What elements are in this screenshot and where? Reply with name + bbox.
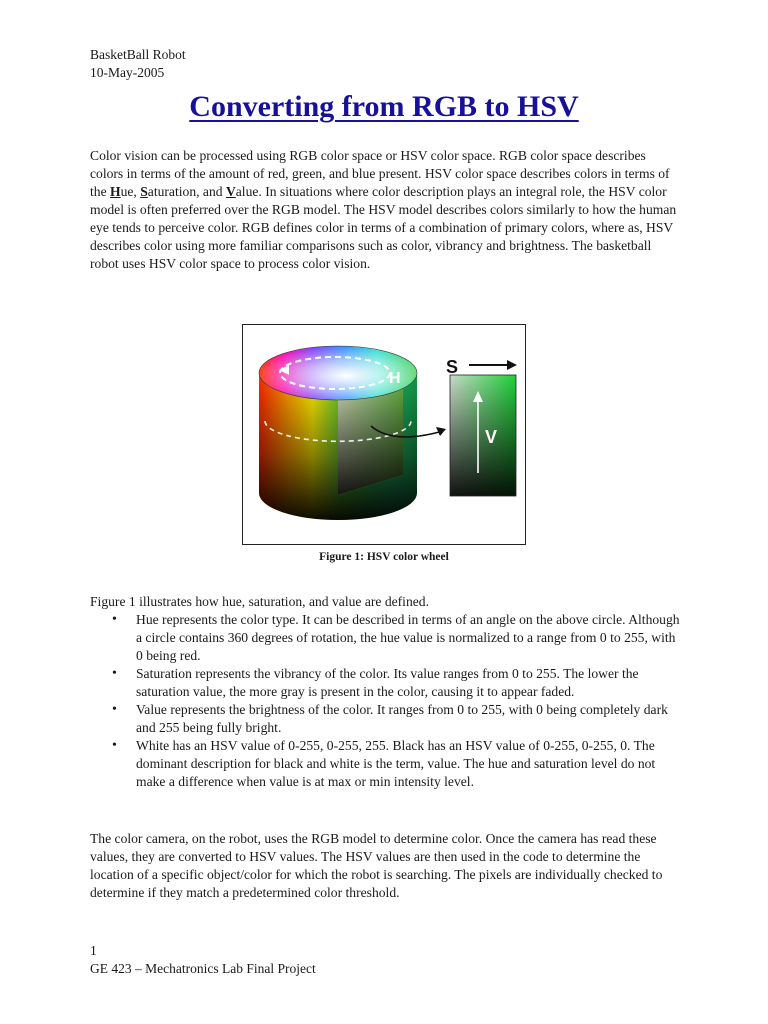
bullet-icon: •	[112, 666, 117, 681]
saturation-letter: S	[140, 184, 148, 199]
list-item	[112, 665, 682, 701]
header-org: BasketBall Robot	[90, 47, 186, 62]
page-title: Converting from RGB to HSV	[189, 90, 579, 123]
footer-course: GE 423 – Mechatronics Lab Final Project	[90, 961, 316, 976]
bullet-icon: •	[112, 738, 117, 753]
list-item	[112, 737, 682, 791]
value-rest: alue. In situations where color description plays an integral role, the HSV color model is often preferred over the RGB model. The HSV model describes colors similarly to how the human eye tends to perceive color. RGB defines color in terms of a combination of primary colors, where as, HSV describes color using more familiar comparisons such as color, vibrancy and brightness. The basketball robot uses HSV color space to process color vision.	[90, 184, 677, 271]
saturation-rest: aturation, and	[147, 184, 226, 199]
hue-rest: ue,	[120, 184, 141, 199]
value-letter: V	[225, 184, 236, 199]
hue-letter: H	[110, 184, 121, 199]
figure-intro-text: Figure 1 illustrates how hue, saturation, and value are defined.	[90, 594, 429, 609]
page-number: 1	[90, 943, 97, 958]
outro-paragraph: The color camera, on the robot, uses the RGB model to determine color. Once the camera has read these values, they are converted to HSV values. The HSV values are then used in the code to determine the location of a specific object/color for which the robot is searching. The pixels are individually checked to determine if they match a predetermined color threshold.	[90, 831, 663, 900]
header-date: 10-May-2005	[90, 65, 165, 80]
s-arrow-icon	[507, 360, 517, 370]
list-item	[112, 701, 682, 737]
saturation-value-box	[450, 375, 516, 496]
definition-list	[112, 611, 682, 791]
list-item	[112, 611, 682, 665]
list-item-text: Hue represents the color type. It can be described in terms of an angle on the above circle. Although a circle contains 360 degrees of rotation, the hue value is normalized to a range from 0 to 255, with 0 being red.	[136, 612, 680, 663]
label-s: S	[446, 357, 459, 377]
bullet-icon: •	[112, 702, 117, 717]
bullet-icon: •	[112, 612, 117, 627]
list-item-text: Saturation represents the vibrancy of the color. Its value ranges from 0 to 255. The lower the saturation value, the more gray is present in the color, causing it to appear faded.	[136, 666, 639, 699]
hsv-figure	[242, 324, 526, 545]
intro-text-1: Color vision can be processed using RGB color space or HSV color space. RGB color space describes colors in terms of the amount of red, green, and blue present. HSV color space describes colors in terms of the	[90, 148, 670, 199]
list-item-text: Value represents the brightness of the color. It ranges from 0 to 255, with 0 being completely dark and 255 being fully bright.	[136, 702, 668, 735]
hsv-cylinder-diagram	[243, 325, 525, 544]
figure-caption: Figure 1: HSV color wheel	[319, 551, 449, 563]
label-h: H	[389, 370, 401, 387]
list-item-text: White has an HSV value of 0-255, 0-255, 255. Black has an HSV value of 0-255, 0-255, 0. The dominant description for black and white is the term, value. The hue and saturation level do not make a difference when value is at max or min intensity level.	[136, 738, 656, 789]
intro-paragraph	[90, 147, 682, 273]
label-v: V	[485, 427, 498, 447]
